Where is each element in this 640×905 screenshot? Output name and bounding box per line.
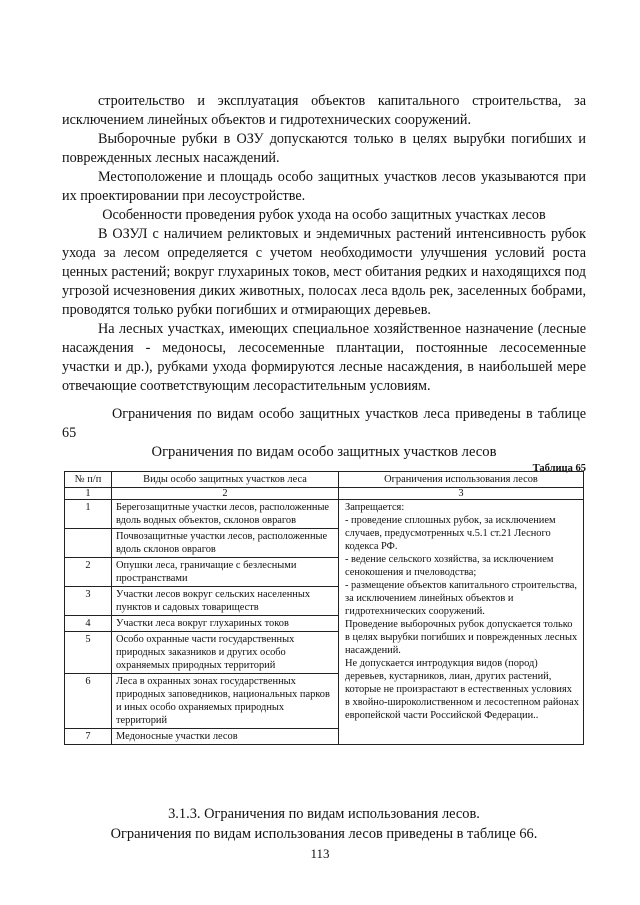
row-type: Опушки леса, граничащие с безлесными пространствами <box>112 558 339 587</box>
row-num: 5 <box>65 632 112 674</box>
restrictions-table <box>64 471 584 745</box>
row-type: Участки леса вокруг глухариных токов <box>112 616 339 632</box>
table-row <box>65 500 584 529</box>
index-cell: 1 <box>65 488 112 500</box>
row-type: Леса в охранных зонах государственных природных заповедников, национальных парков и иных особо охраняемых природных территорий <box>112 674 339 729</box>
row-type: Медоносные участки лесов <box>112 729 339 745</box>
header-num: № п/п <box>65 472 112 488</box>
section-text: Ограничения по видам использования лесов приведены в таблице 66. <box>110 826 538 842</box>
table-header-row <box>65 472 584 488</box>
header-limit: Ограничения использования лесов <box>339 472 584 488</box>
row-num: 6 <box>65 674 112 729</box>
subsection-heading: Особенности проведения рубок ухода на особо защитных участках лесов <box>102 207 546 223</box>
table-title: Ограничения по видам особо защитных участков лесов <box>151 444 497 460</box>
row-num: 4 <box>65 616 112 632</box>
row-num: 3 <box>65 587 112 616</box>
limit-line: - ведение сельского хозяйства, за исключением сенокошения и пчеловодства; <box>345 554 554 578</box>
table-index-row <box>65 488 584 500</box>
page-number: 113 <box>310 846 330 861</box>
table-label: Таблица 65 <box>532 463 586 474</box>
paragraph-5: На лесных участках, имеющих специальное хозяйственное назначение (лесные насаждения - медоносы, лесосеменные плантации, постоянные лесосеменные участки и др.), рубками ухода формируются лесные насаждения, в наибольшей мере отвечающие соответствующим лесорастительным условиям. <box>62 321 586 394</box>
index-cell: 2 <box>112 488 339 500</box>
limit-line: Запрещается: <box>345 502 405 513</box>
paragraph-2: Выборочные рубки в ОЗУ допускаются только в целях вырубки погибших и поврежденных лесных насаждений. <box>62 131 586 166</box>
paragraph-6: Ограничения по видам особо защитных участков леса приведены в таблице 65 <box>62 406 586 441</box>
paragraph-3: Местоположение и площадь особо защитных участков лесов указываются при их проектировании при лесоустройстве. <box>62 169 586 204</box>
limit-line: - проведение сплошных рубок, за исключением случаев, предусмотренных ч.5.1 ст.21 Лесного кодекса РФ. <box>345 515 556 552</box>
row-type: Особо охранные части государственных природных заказников и других особо охраняемых природных территорий <box>112 632 339 674</box>
index-cell: 3 <box>339 488 584 500</box>
row-num: 1 <box>65 500 112 529</box>
header-type: Виды особо защитных участков леса <box>112 472 339 488</box>
section-heading: 3.1.3. Ограничения по видам использования лесов. <box>168 806 480 822</box>
limit-line: - размещение объектов капитального строительства, за исключением линейных объектов и гидротехнических сооружений. <box>345 580 577 617</box>
row-num <box>65 529 112 558</box>
limit-line: Не допускается интродукция видов (пород) деревьев, кустарников, лиан, других растений, которые не произрастают в естественных условиях в хвойно-широколиственном и лесостепном районах европейской части Российской Федерации.. <box>345 658 579 721</box>
paragraph-4: В ОЗУЛ с наличием реликтовых и эндемичных растений интенсивность рубок ухода за лесом определяется с учетом необходимости улучшения условий роста ценных растений; вокруг глухариных токов, мест обитания редких и находящихся под угрозой исчезновения диких животных, полосах леса вдоль рек, заселенных бобрами, проводятся только рубки погибших и отмирающих деревьев. <box>62 226 586 318</box>
row-type: Участки лесов вокруг сельских населенных пунктов и садовых товариществ <box>112 587 339 616</box>
row-type: Почвозащитные участки лесов, расположенные вдоль склонов оврагов <box>112 529 339 558</box>
row-type: Берегозащитные участки лесов, расположенные вдоль водных объектов, склонов оврагов <box>112 500 339 529</box>
paragraph-1: строительство и эксплуатация объектов капитального строительства, за исключением линейных объектов и гидротехнических сооружений. <box>62 93 586 128</box>
row-num: 7 <box>65 729 112 745</box>
limits-cell <box>339 500 584 745</box>
limit-line: Проведение выборочных рубок допускается только в целях вырубки погибших и поврежденных лесных насаждений. <box>345 619 578 656</box>
row-num: 2 <box>65 558 112 587</box>
